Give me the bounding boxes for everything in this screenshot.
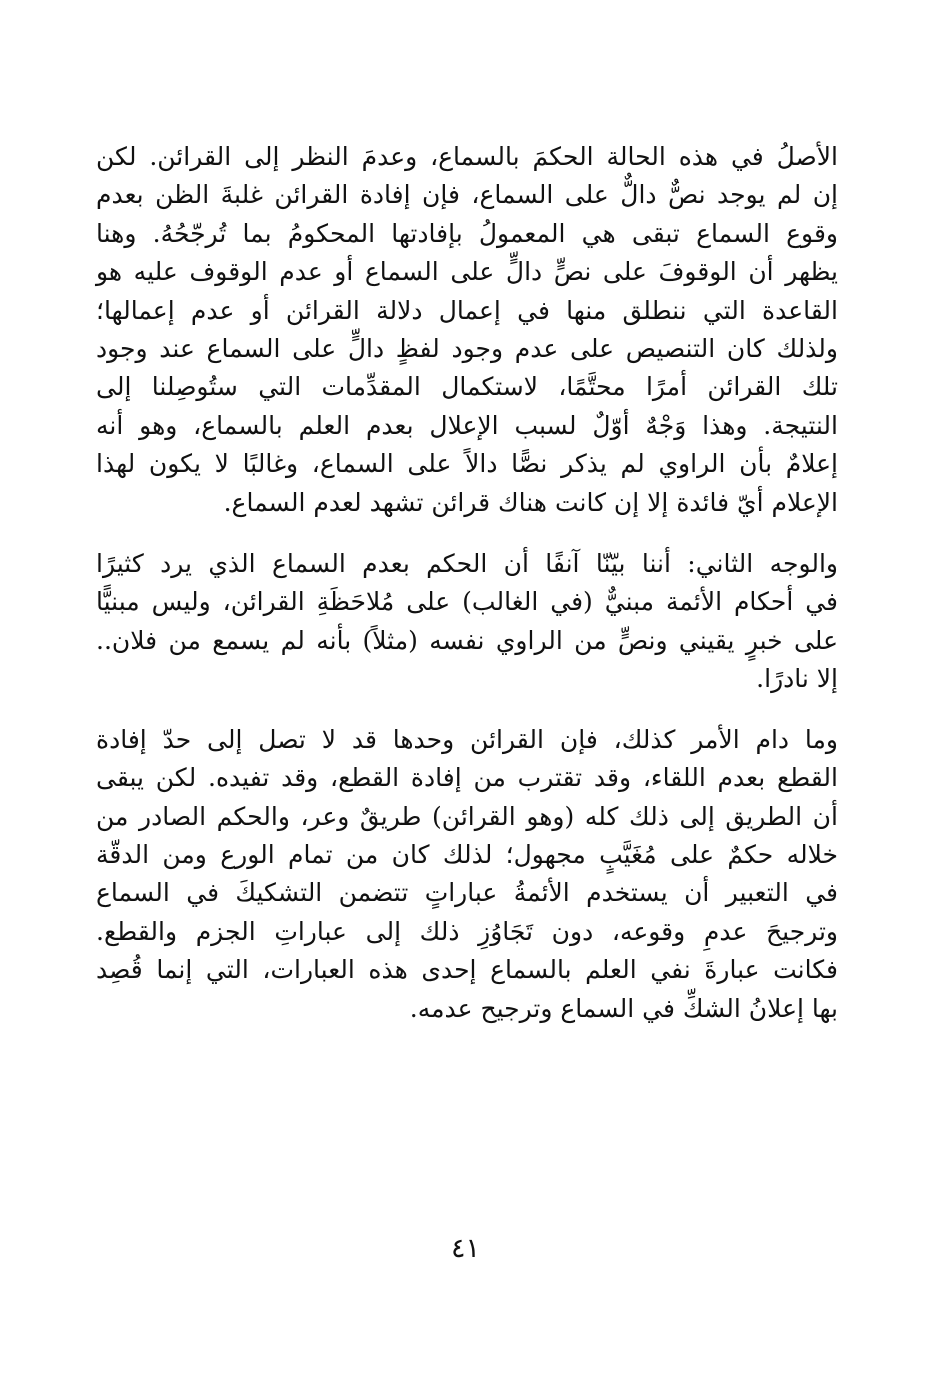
paragraph-2 [96, 545, 838, 699]
text-line: الإعلام أيّ فائدة إلا إن كانت هناك قرائن تشهد لعدم السماع. [223, 487, 838, 517]
text-line: في التعبير أن يستخدم الأئمةُ عباراتٍ تتضمن التشكيكَ في السماع [96, 878, 838, 908]
text-line: أن الطريق إلى ذلك كله (وهو القرائن) طريقٌ وعر، والحكم الصادر من [96, 801, 838, 831]
text-line: إلا نادرًا. [756, 664, 838, 694]
text-line: والوجه الثاني: أننا بيّنّا آنفًا أن الحكم بعدم السماع الذي يرد كثيرًا [96, 549, 838, 579]
page-body [96, 138, 838, 1028]
text-line: تلك القرائن أمرًا محتَّمًا، لاستكمال المقدِّمات التي ستُوصِلنا إلى [96, 372, 838, 402]
text-line: يظهر أن الوقوفَ على نصٍّ دالٍّ على السماع أو عدم الوقوف عليه هو [96, 257, 838, 287]
text-line: القطع بعدم اللقاء، وقد تقترب من إفادة القطع، وقد تفيده. لكن يبقى [96, 763, 838, 793]
paragraph-3 [96, 721, 838, 1028]
text-line: ولذلك كان التنصيص على عدم وجود لفظٍ دالٍّ على السماع عند وجود [96, 334, 838, 364]
text-line: إن لم يوجد نصٌّ دالٌّ على السماع، فإن إفادة القرائن غلبةَ الظن بعدم [96, 180, 838, 210]
text-line: النتيجة. وهذا وَجْهٌ أوّلٌ لسبب الإعلال بعدم العلم بالسماع، وهو أنه [96, 410, 838, 440]
text-line: القاعدة التي ننطلق منها في إعمال دلالة القرائن أو عدم إعمالها؛ [96, 295, 838, 325]
text-line: وترجيحَ عدمِ وقوعه، دون تَجَاوُزِ ذلك إلى عباراتِ الجزم والقطع. [96, 916, 838, 946]
text-line: وقوع السماع تبقى هي المعمولُ بإفادتها المحكومُ بما تُرجّحُهُ. وهنا [96, 218, 838, 248]
text-line: الأصلُ في هذه الحالة الحكمَ بالسماع، وعدمَ النظر إلى القرائن. لكن [96, 142, 838, 171]
text-line: على خبرٍ يقيني ونصٍّ من الراوي نفسه (مثلاً) بأنه لم يسمع من فلان.. [96, 625, 838, 655]
paragraph-1 [96, 138, 838, 522]
page-number: ٤١ [450, 1233, 480, 1264]
text-line: بها إعلانُ الشكِّ في السماع وترجيح عدمه. [409, 993, 838, 1023]
text-line: خلاله حكمٌ على مُغَيَّبٍ مجهول؛ لذلك كان من تمام الورع ومن الدقّة [96, 839, 838, 869]
text-line: وما دام الأمر كذلك، فإن القرائن وحدها قد لا تصل إلى حدّ إفادة [96, 724, 838, 754]
text-line: في أحكام الأئمة مبنيٌّ (في الغالب) على مُلاحَظَةِ القرائن، وليس مبنيًّا [96, 587, 838, 617]
text-line: إعلامٌ بأن الراوي لم يذكر نصًّا دالاً على السماع، وغالبًا لا يكون لهذا [96, 449, 838, 479]
text-line: فكانت عبارةَ نفي العلم بالسماع إحدى هذه العبارات، التي إنما قُصِد [96, 955, 838, 985]
